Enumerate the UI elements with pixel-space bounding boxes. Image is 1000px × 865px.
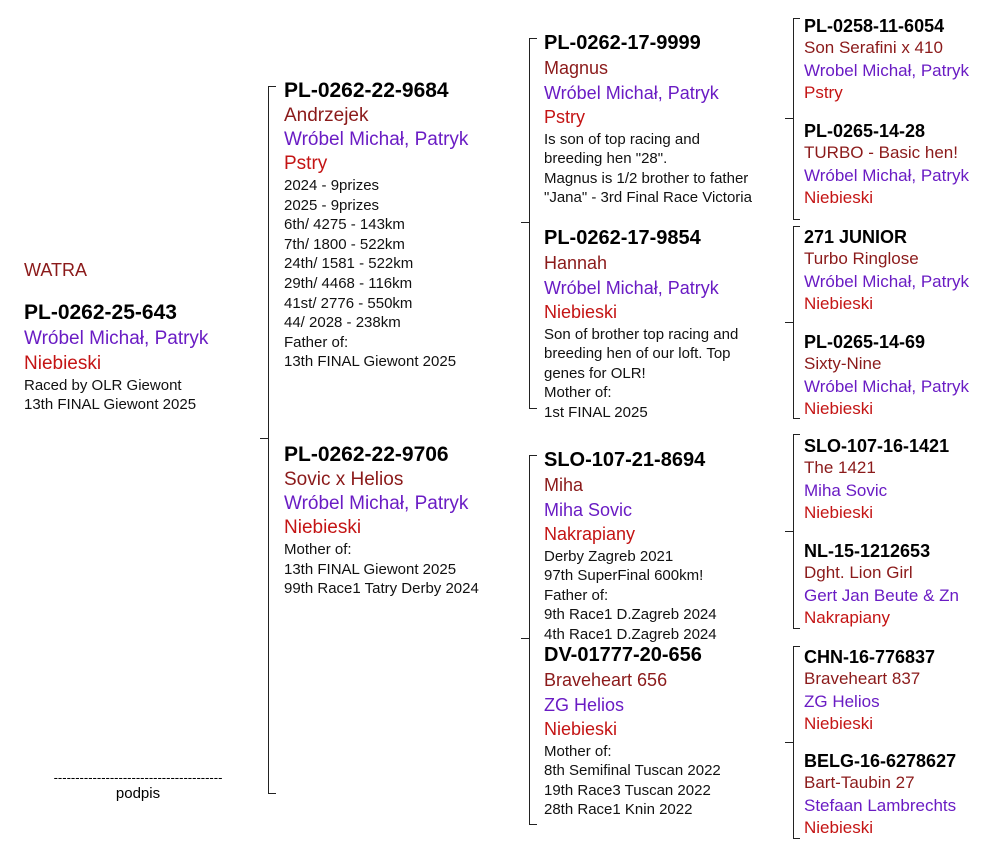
signature-line: --------------------------------------- — [53, 770, 223, 785]
ddd-colour: Niebieski — [804, 818, 873, 837]
ss-name: Magnus — [544, 58, 609, 78]
sss-colour: Pstry — [804, 83, 843, 102]
ddd-ring: BELG-16-6278627 — [804, 751, 957, 771]
sd-bracket-mid-tick — [785, 322, 793, 323]
sire-note: 44/ 2028 - 238km — [284, 314, 401, 332]
ds-bracket-top-tick — [793, 434, 800, 435]
subject-card — [24, 258, 264, 414]
sire-note: Father of: — [284, 333, 349, 351]
sd-note: 1st FINAL 2025 — [544, 403, 648, 421]
dds-name: Braveheart 837 — [804, 669, 921, 688]
dam-owner: Wróbel Michał, Patryk — [284, 493, 469, 514]
sire-note: 24th/ 1581 - 522km — [284, 255, 414, 273]
ds-bracket-line — [793, 434, 794, 628]
sire-bracket-line — [529, 38, 530, 408]
sire-note: 6th/ 4275 - 143km — [284, 216, 405, 234]
grandsire-maternal-card — [544, 448, 784, 643]
ancestor-sds-card — [804, 226, 996, 316]
subject-bracket-top-tick — [268, 86, 276, 87]
dd-name: Braveheart 656 — [544, 670, 668, 690]
dss-name: The 1421 — [804, 458, 876, 477]
dss-ring: SLO-107-16-1421 — [804, 436, 950, 456]
ds-note: 4th Race1 D.Zagreb 2024 — [544, 625, 717, 643]
dd-note: 19th Race3 Tuscan 2022 — [544, 781, 711, 799]
subject-owner: Wróbel Michał, Patryk — [24, 328, 209, 349]
sire-note: 29th/ 4468 - 116km — [284, 274, 413, 292]
ds-ring: SLO-107-21-8694 — [544, 449, 706, 471]
sds-name: Turbo Ringlose — [804, 249, 919, 268]
ss-bracket-mid-tick — [785, 118, 793, 119]
dss-owner: Miha Sovic — [804, 480, 888, 500]
dds-ring: CHN-16-776837 — [804, 647, 936, 667]
sire-note: 2024 - 9prizes — [284, 177, 380, 194]
sdd-colour: Niebieski — [804, 399, 873, 418]
subject-bracket-mid-tick — [260, 438, 268, 439]
dam-bracket-bottom-tick — [529, 824, 537, 825]
sd-note: Mother of: — [544, 384, 612, 401]
sd-name: Hannah — [544, 253, 608, 273]
ss-ring: PL-0262-17-9999 — [544, 32, 701, 54]
ds-note: 97th SuperFinal 600km! — [544, 567, 704, 584]
dd-bracket-line — [793, 646, 794, 838]
dam-card — [284, 442, 520, 599]
ds-bracket-mid-tick — [785, 531, 793, 532]
loft-name: WATRA — [24, 260, 87, 280]
ds-note: Derby Zagreb 2021 — [544, 547, 674, 565]
subject-ring: PL-0262-25-643 — [24, 301, 177, 324]
dam-note: 13th FINAL Giewont 2025 — [284, 560, 457, 578]
ancestor-sdd-card — [804, 331, 996, 421]
dam-bracket-top-tick — [529, 455, 537, 456]
dam-note: 99th Race1 Tatry Derby 2024 — [284, 580, 479, 598]
dam-colour: Niebieski — [284, 517, 362, 538]
sd-bracket-top-tick — [793, 226, 800, 227]
ancestor-dds-card — [804, 646, 996, 736]
dsd-ring: NL-15-1212653 — [804, 541, 931, 561]
ds-name: Miha — [544, 475, 584, 495]
ancestor-sss-card — [804, 15, 996, 105]
subject-bracket-line — [268, 86, 269, 794]
dd-colour: Niebieski — [544, 719, 618, 739]
sire-owner: Wróbel Michał, Patryk — [284, 129, 469, 150]
sire-bracket-mid-tick — [521, 222, 529, 223]
granddam-paternal-card — [544, 226, 784, 421]
ds-colour: Nakrapiany — [544, 524, 636, 544]
ss-bracket-bottom-tick — [793, 219, 800, 220]
dd-note: 28th Race1 Knin 2022 — [544, 801, 693, 818]
sire-note: 13th FINAL Giewont 2025 — [284, 353, 457, 371]
dd-owner: ZG Helios — [544, 694, 625, 715]
dsd-owner: Gert Jan Beute & Zn — [804, 585, 959, 605]
granddam-maternal-card — [544, 643, 784, 820]
subject-colour: Niebieski — [24, 353, 102, 374]
ss-note: Magnus is 1/2 brother to father — [544, 169, 749, 187]
dd-bracket-mid-tick — [785, 742, 793, 743]
ds-note: 9th Race1 D.Zagreb 2024 — [544, 606, 717, 623]
dam-name: Sovic x Helios — [284, 469, 404, 490]
ds-bracket-bottom-tick — [793, 628, 800, 629]
sss-name: Son Serafini x 410 — [804, 38, 943, 57]
ds-note: Father of: — [544, 586, 609, 604]
dsd-name: Dght. Lion Girl — [804, 563, 913, 582]
ddd-owner: Stefaan Lambrechts — [804, 795, 957, 815]
ancestor-ddd-card — [804, 750, 996, 840]
sd-owner: Wróbel Michał, Patryk — [544, 277, 719, 298]
ss-owner: Wróbel Michał, Patryk — [544, 82, 719, 103]
ssd-name: TURBO - Basic hen! — [804, 143, 958, 162]
ddd-name: Bart-Taubin 27 — [804, 773, 915, 792]
sdd-name: Sixty-Nine — [804, 354, 882, 373]
subject-bracket-bottom-tick — [268, 793, 276, 794]
sd-note: Son of brother top racing and — [544, 325, 739, 343]
ss-note: Is son of top racing and — [544, 130, 700, 148]
ss-note: breeding hen "28". — [544, 150, 668, 167]
sire-card — [284, 78, 520, 372]
sds-colour: Niebieski — [804, 294, 873, 313]
dam-bracket-mid-tick — [521, 638, 529, 639]
ds-owner: Miha Sovic — [544, 499, 633, 520]
dds-colour: Niebieski — [804, 714, 873, 733]
sss-owner: Wrobel Michał, Patryk — [804, 60, 970, 80]
dam-ring: PL-0262-22-9706 — [284, 443, 449, 466]
signature-label: podpis — [115, 785, 161, 802]
sire-colour: Pstry — [284, 153, 328, 174]
sds-ring: 271 JUNIOR — [804, 227, 908, 247]
sire-name: Andrzejek — [284, 105, 369, 126]
dam-bracket-line — [529, 455, 530, 825]
dd-note: 8th Semifinal Tuscan 2022 — [544, 762, 721, 779]
dd-note: Mother of: — [544, 742, 612, 760]
ssd-colour: Niebieski — [804, 188, 873, 207]
subject-note: 13th FINAL Giewont 2025 — [24, 396, 197, 413]
dd-bracket-bottom-tick — [793, 838, 800, 839]
dsd-colour: Nakrapiany — [804, 608, 890, 627]
ssd-owner: Wróbel Michał, Patryk — [804, 165, 970, 185]
sire-note: 41st/ 2776 - 550km — [284, 294, 413, 312]
ss-bracket-top-tick — [793, 18, 800, 19]
ss-note: "Jana" - 3rd Final Race Victoria — [544, 189, 752, 206]
sire-ring: PL-0262-22-9684 — [284, 79, 449, 102]
dd-ring: DV-01777-20-656 — [544, 644, 702, 666]
sds-owner: Wróbel Michał, Patryk — [804, 271, 970, 291]
sdd-owner: Wróbel Michał, Patryk — [804, 376, 970, 396]
signature-block — [32, 772, 244, 804]
sire-note: 7th/ 1800 - 522km — [284, 235, 405, 253]
ssd-ring: PL-0265-14-28 — [804, 121, 926, 141]
dd-bracket-top-tick — [793, 646, 800, 647]
ss-bracket-line — [793, 18, 794, 219]
sd-colour: Niebieski — [544, 302, 618, 322]
subject-note: Raced by OLR Giewont — [24, 377, 182, 394]
dds-owner: ZG Helios — [804, 691, 880, 711]
sdd-ring: PL-0265-14-69 — [804, 332, 926, 352]
grandsire-paternal-card — [544, 31, 784, 208]
sd-note: genes for OLR! — [544, 364, 646, 382]
sd-note: breeding hen of our loft. Top — [544, 345, 731, 362]
sire-note: 2025 - 9prizes — [284, 196, 380, 214]
sd-bracket-bottom-tick — [793, 418, 800, 419]
sire-bracket-bottom-tick — [529, 408, 537, 409]
ancestor-dsd-card — [804, 540, 996, 630]
ss-colour: Pstry — [544, 107, 586, 127]
ancestor-dss-card — [804, 435, 996, 525]
sd-ring: PL-0262-17-9854 — [544, 227, 701, 249]
dss-colour: Niebieski — [804, 503, 873, 522]
dam-note: Mother of: — [284, 541, 352, 558]
sss-ring: PL-0258-11-6054 — [804, 16, 945, 36]
sire-bracket-top-tick — [529, 38, 537, 39]
sd-bracket-line — [793, 226, 794, 418]
ancestor-ssd-card — [804, 120, 996, 210]
